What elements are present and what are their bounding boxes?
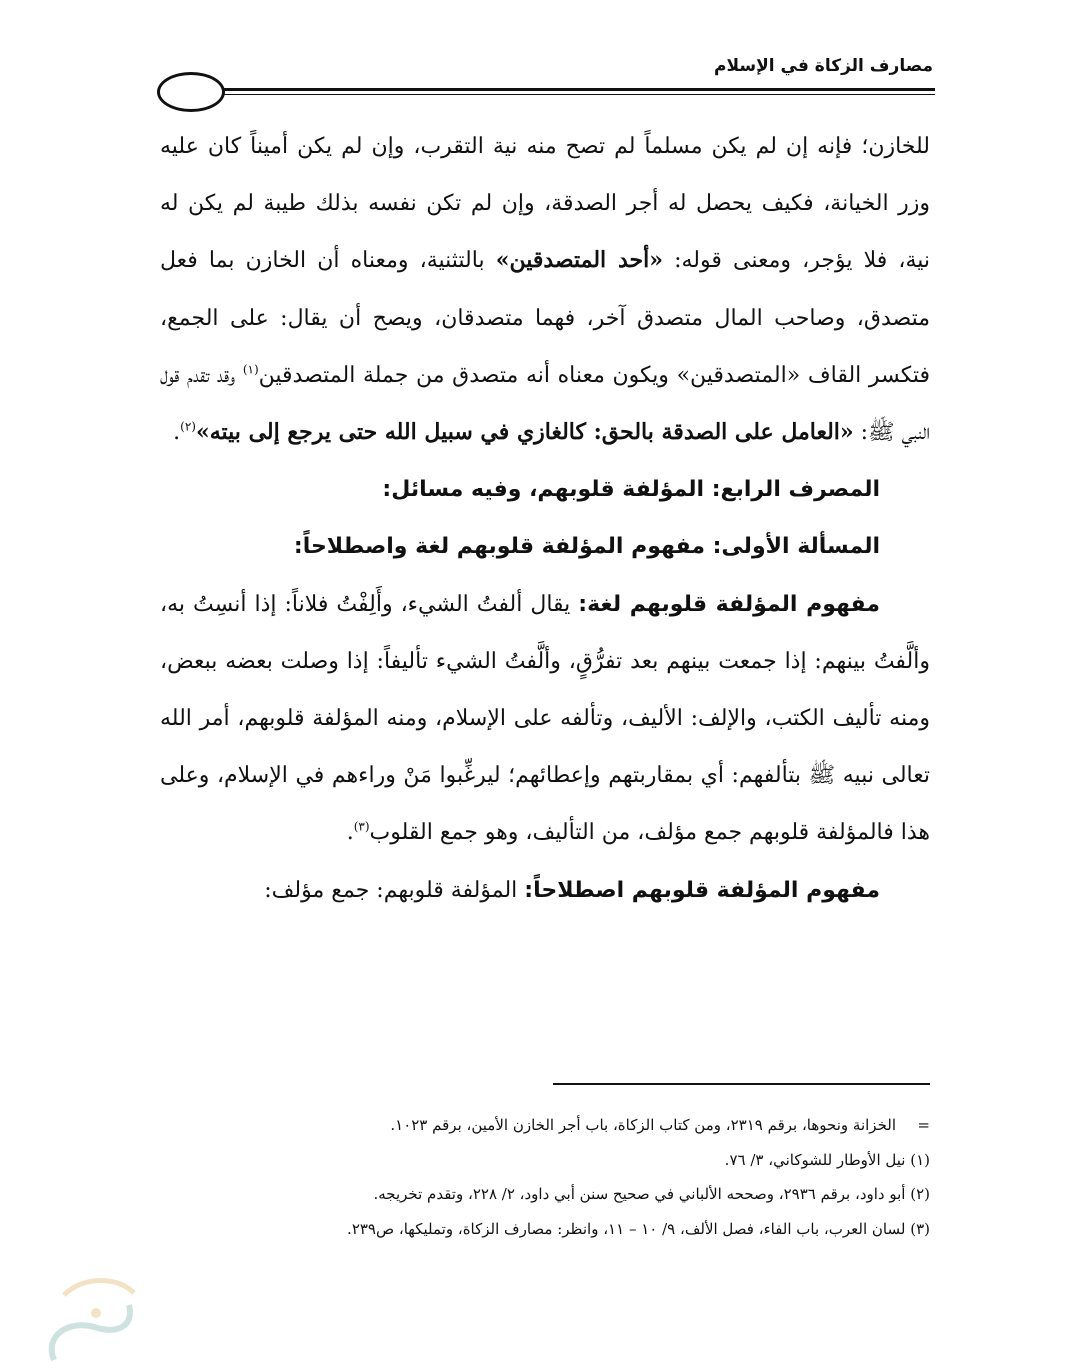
- footnote-1: (١) نيل الأوطار للشوكاني، ٣/ ٧٦.: [724, 1150, 930, 1169]
- paragraph-2: [160, 576, 930, 862]
- continuation-mark: =: [917, 1116, 930, 1134]
- para1-text-d: وقد تقدم قول النبي ﷺ:: [160, 362, 930, 446]
- para2-text: يقال ألفتُ الشيء، وأَلِفْتُ فلاناً: إذا أنسِتُ به، وألَّفتُ بينهم: إذا جمعت بينهم بعد تفرُّقٍ، وألَّفتُ الشيء تأليفاً: إذا وصلت بعضه ببعض، ومنه تأليف الكتب، والإلف: الأليف، وتألفه على الإسلام، ومنه المؤلفة قلوبهم، أمر الله تعالى نبيه ﷺ بتألفهم: أي بمقاربتهم وإعطائهم؛ ليرغِّبوا مَنْ وراءهم في الإسلام، وعلى هذا فالمؤلفة قلوبهم جمع مؤلف، من التأليف، وهو جمع القلوب: [160, 591, 930, 846]
- continuation-text: الخزانة ونحوها، برقم ٢٣١٩، ومن كتاب الزكاة، باب أجر الخازن الأمين، برقم ١٠٢٣.: [390, 1116, 896, 1134]
- page-header: [155, 50, 935, 120]
- para1-text-a: للخازن؛ فإنه إن لم يكن مسلماً لم تصح منه نية التقرب، وإن لم يكن أميناً كان عليه وزر الخيانة، فكيف يحصل له أجر الصدقة، وإن لم تكن نفسه بذلك طيبة لم يكن له نية، فلا يؤجر، ومعنى قوله:: [160, 134, 930, 274]
- para2-end: .: [346, 820, 354, 846]
- para3-lead: مفهوم المؤلفة قلوبهم اصطلاحاً:: [524, 877, 880, 903]
- para1-hadith-quote: «العامل على الصدقة بالحق: كالغازي في سبيل الله حتى يرجع إلى بيته»: [195, 419, 854, 446]
- footnote-ref-1: (١): [242, 362, 259, 377]
- running-title: مصارف الزكاة في الإسلام: [714, 56, 933, 76]
- paragraph-1: [160, 118, 930, 461]
- watermark-logo: [24, 1265, 164, 1370]
- para2-lead: مفهوم المؤلفة قلوبهم لغة:: [578, 591, 880, 617]
- page-number-oval: [157, 72, 225, 112]
- watermark-swirl: [52, 1305, 130, 1360]
- footnote-separator: [553, 1083, 930, 1085]
- footnotes: [160, 1108, 930, 1246]
- header-rule-thick: [215, 88, 935, 91]
- paragraph-3: [160, 862, 930, 919]
- footnote-ref-2: (٢): [180, 419, 196, 434]
- footnote-continuation: [160, 1108, 930, 1143]
- watermark-dot: [91, 1308, 101, 1318]
- para1-text-c: بالتثنية، ومعناه أن الخازن بما فعل متصدق، وصاحب المال متصدق آخر، فهما متصدقان، ويصح أن يقال: على الجمع، فتكسر القاف «المتصدقين» ويكون معناه أنه متصدق من جملة المتصدقين: [160, 248, 930, 388]
- para1-quote-1: «أحد المتصدقين»: [495, 247, 663, 274]
- footnote-ref-3: (٣): [353, 820, 370, 835]
- footnote-3: (٣) لسان العرب، باب الفاء، فصل الألف، ٩/ ١٠ – ١١، وانظر: مصارف الزكاة، وتمليكها، ص٢٣٩.: [347, 1219, 930, 1238]
- para3-text: المؤلفة قلوبهم: جمع مؤلف:: [264, 877, 525, 903]
- para1-end: .: [173, 420, 181, 446]
- header-rule-thin: [215, 94, 935, 95]
- subsection-heading: المسألة الأولى: مفهوم المؤلفة قلوبهم لغة واصطلاحاً:: [293, 534, 880, 560]
- watermark-arc: [64, 1281, 134, 1296]
- footnote-2: (٢) أبو داود، برقم ٢٩٣٦، وصححه الألباني في صحيح سنن أبي داود، ٢/ ٢٢٨، وتقدم تخريجه.: [373, 1185, 930, 1203]
- main-text: [160, 118, 930, 919]
- section-heading: المصرف الرابع: المؤلفة قلوبهم، وفيه مسائل:: [382, 477, 880, 503]
